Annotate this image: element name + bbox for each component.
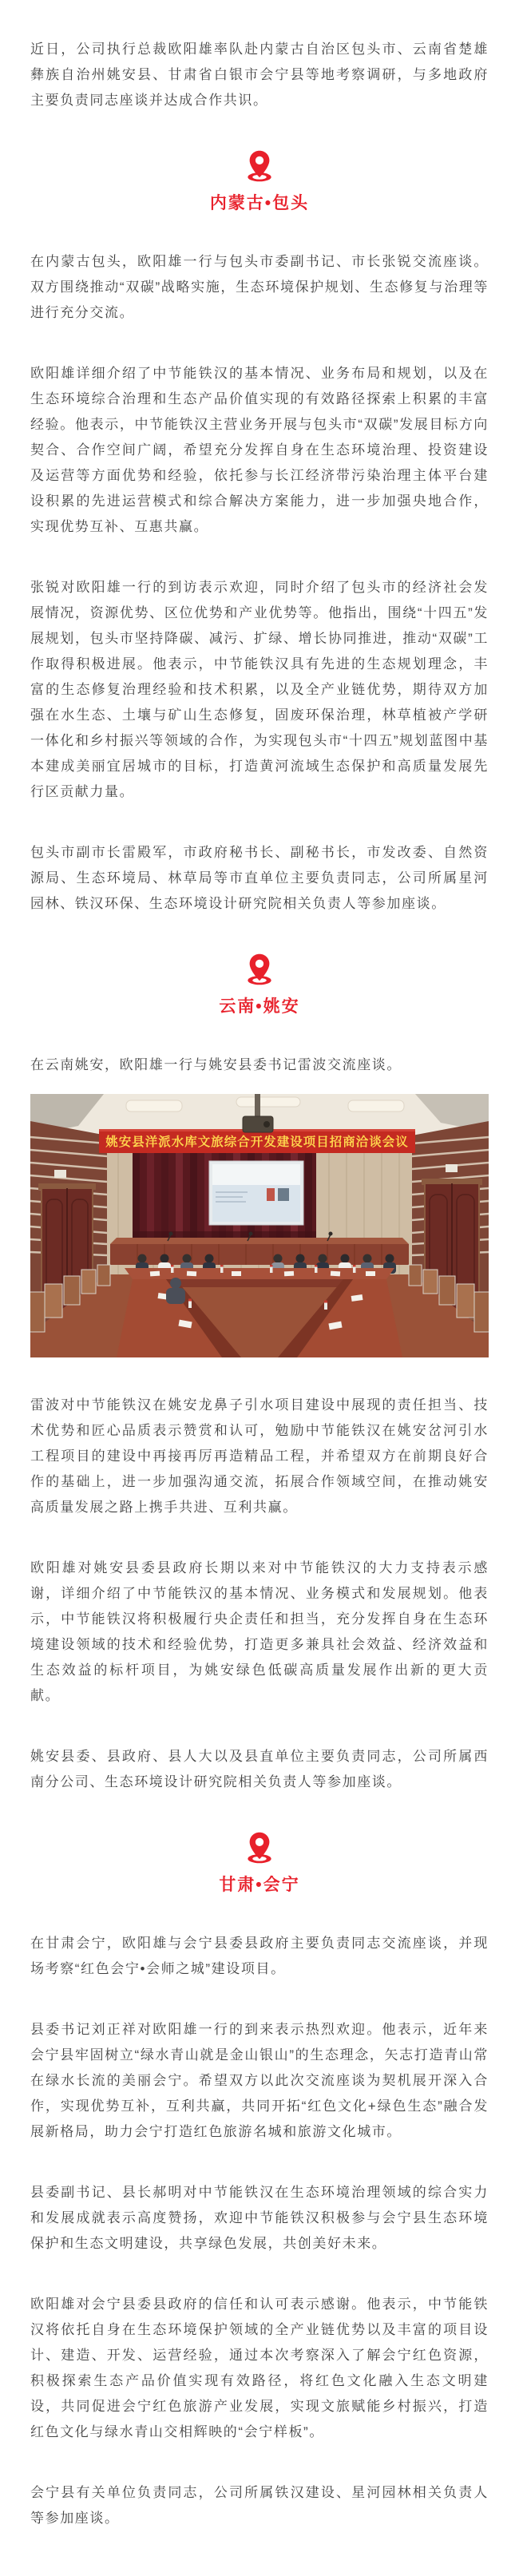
- section-header: [30, 1830, 489, 1896]
- paragraph: 欧阳雄详细介绍了中节能铁汉的基本情况、业务布局和规划，以及在生态环境综合治理和生态产品价值实现的有效路径探索上积累的丰富经验。他表示，中节能铁汉主营业务开展与包头市“双碳”发展目标方向契合、合作空间广阔，希望充分发挥自身在生态环境治理、投资建设及运营等方面优势和经验，依托参与长江经济带污染治理主体平台建设积累的先进运营模式和综合解决方案能力，进一步加强央地合作，实现优势互补、互惠共赢。: [30, 366, 489, 534]
- section-title: 云南•姚安: [219, 997, 300, 1016]
- paragraph: 在内蒙古包头，欧阳雄一行与包头市委副书记、市长张锐交流座谈。双方围绕推动“双碳”战略实施，生态环境保护规划、生态修复与治理等进行充分交流。: [30, 254, 489, 320]
- paragraph: 张锐对欧阳雄一行的到访表示欢迎，同时介绍了包头市的经济社会发展情况，资源优势、区位优势和产业优势等。他指出，围绕“十四五”发展规划，包头市坚持降碳、减污、扩绿、增长协同推进，推动“双碳”工作取得积极进展。他表示，中节能铁汉具有先进的生态规划理念，丰富的生态修复治理经验和技术积累，以及全产业链优势，期待双方加强在水生态、土壤与矿山生态修复，固废环保治理，林草植被产学研一体化和乡村振兴等领域的合作，为实现包头市“十四五”规划蓝图中基本建成美丽宜居城市的目标，打造黄河流域生态保护和高质量发展先行区贡献力量。: [30, 580, 489, 799]
- paragraph: 会宁县有关单位负责同志，公司所属铁汉建设、星河园林相关负责人等参加座谈。: [30, 2485, 489, 2526]
- meeting-photo: [30, 1094, 489, 1357]
- meeting-room-illustration: [30, 1094, 489, 1357]
- paragraph: 在云南姚安，欧阳雄一行与姚安县委书记雷波交流座谈。: [30, 1057, 402, 1072]
- section-header: [30, 952, 489, 1017]
- location-pin-icon: [30, 149, 489, 184]
- section-header: [30, 149, 489, 214]
- photo-banner-text: 姚安县洋派水库文旅综合开发建设项目招商洽谈会议: [105, 1135, 409, 1149]
- paragraph: 县委书记刘正祥对欧阳雄一行的到来表示热烈欢迎。他表示，近年来会宁县牢固树立“绿水青山就是金山银山”的生态理念，矢志打造青山常在绿水长流的美丽会宁。希望双方以此次交流座谈为契机展开深入合作，实现优势互补，互利共赢，共同开拓“红色文化+绿色生态”融合发展新格局，助力会宁打造红色旅游名城和旅游文化城市。: [30, 2022, 489, 2139]
- paragraph: 欧阳雄对姚安县委县政府长期以来对中节能铁汉的大力支持表示感谢，详细介绍了中节能铁汉的基本情况、业务模式和发展规划。他表示，中节能铁汉将积极履行央企责任和担当，充分发挥自身在生态环境建设领域的技术和经验优势，打造更多兼具社会效益、经济效益和生态效益的标杆项目，为姚安绿色低碳高质量发展作出新的更大贡献。: [30, 1560, 489, 1703]
- paragraph: 欧阳雄对会宁县委县政府的信任和认可表示感谢。他表示，中节能铁汉将依托自身在生态环境保护领域的全产业链优势以及丰富的项目设计、建造、开发、运营经验，通过本次考察深入了解会宁红色资源，积极探索生态产品价值实现有效路径，将红色文化融入生态文明建设，共同促进会宁红色旅游产业发展，实现文旅赋能乡村振兴，打造红色文化与绿水青山交相辉映的“会宁样板”。: [30, 2297, 489, 2439]
- location-pin-icon: [30, 952, 489, 987]
- paragraph: 姚安县委、县政府、县人大以及县直单位主要负责同志，公司所属西南分公司、生态环境设计研究院相关负责人等参加座谈。: [30, 1749, 489, 1789]
- paragraph: 在甘肃会宁，欧阳雄与会宁县委县政府主要负责同志交流座谈，并现场考察“红色会宁•会师之城”建设项目。: [30, 1936, 489, 1976]
- paragraph: 包头市副市长雷殿军，市政府秘书长、副秘书长，市发改委、自然资源局、生态环境局、林草局等市直单位主要负责同志，公司所属星河园林、铁汉环保、生态环境设计研究院相关负责人等参加座谈。: [30, 845, 489, 911]
- section-yaoan: [30, 952, 489, 1795]
- section-title: 甘肃•会宁: [219, 1876, 300, 1894]
- location-pin-icon: [30, 1830, 489, 1865]
- section-huining: [30, 1830, 489, 2531]
- section-baotou: [30, 149, 489, 917]
- paragraph: 雷波对中节能铁汉在姚安龙鼻子引水项目建设中展现的责任担当、技术优势和匠心品质表示赞赏和认可，勉励中节能铁汉在姚安岔河引水工程项目的建设中再接再厉再造精品工程，并希望双方在前期良好合作的基础上，进一步加强沟通交流，拓展合作领域空间，在推动姚安高质量发展之路上携手共进、互利共赢。: [30, 1397, 489, 1515]
- paragraph: 县委副书记、县长郝明对中节能铁汉在生态环境治理领域的综合实力和发展成就表示高度赞扬，欢迎中节能铁汉积极参与会宁县生态环境保护和生态文明建设，共享绿色发展，共创美好未来。: [30, 2185, 489, 2251]
- section-title: 内蒙古•包头: [209, 194, 310, 212]
- intro-paragraph: 近日，公司执行总裁欧阳雄率队赴内蒙古自治区包头市、云南省楚雄彝族自治州姚安县、甘肃省白银市会宁县等地考察调研，与多地政府主要负责同志座谈并达成合作共识。: [30, 42, 489, 108]
